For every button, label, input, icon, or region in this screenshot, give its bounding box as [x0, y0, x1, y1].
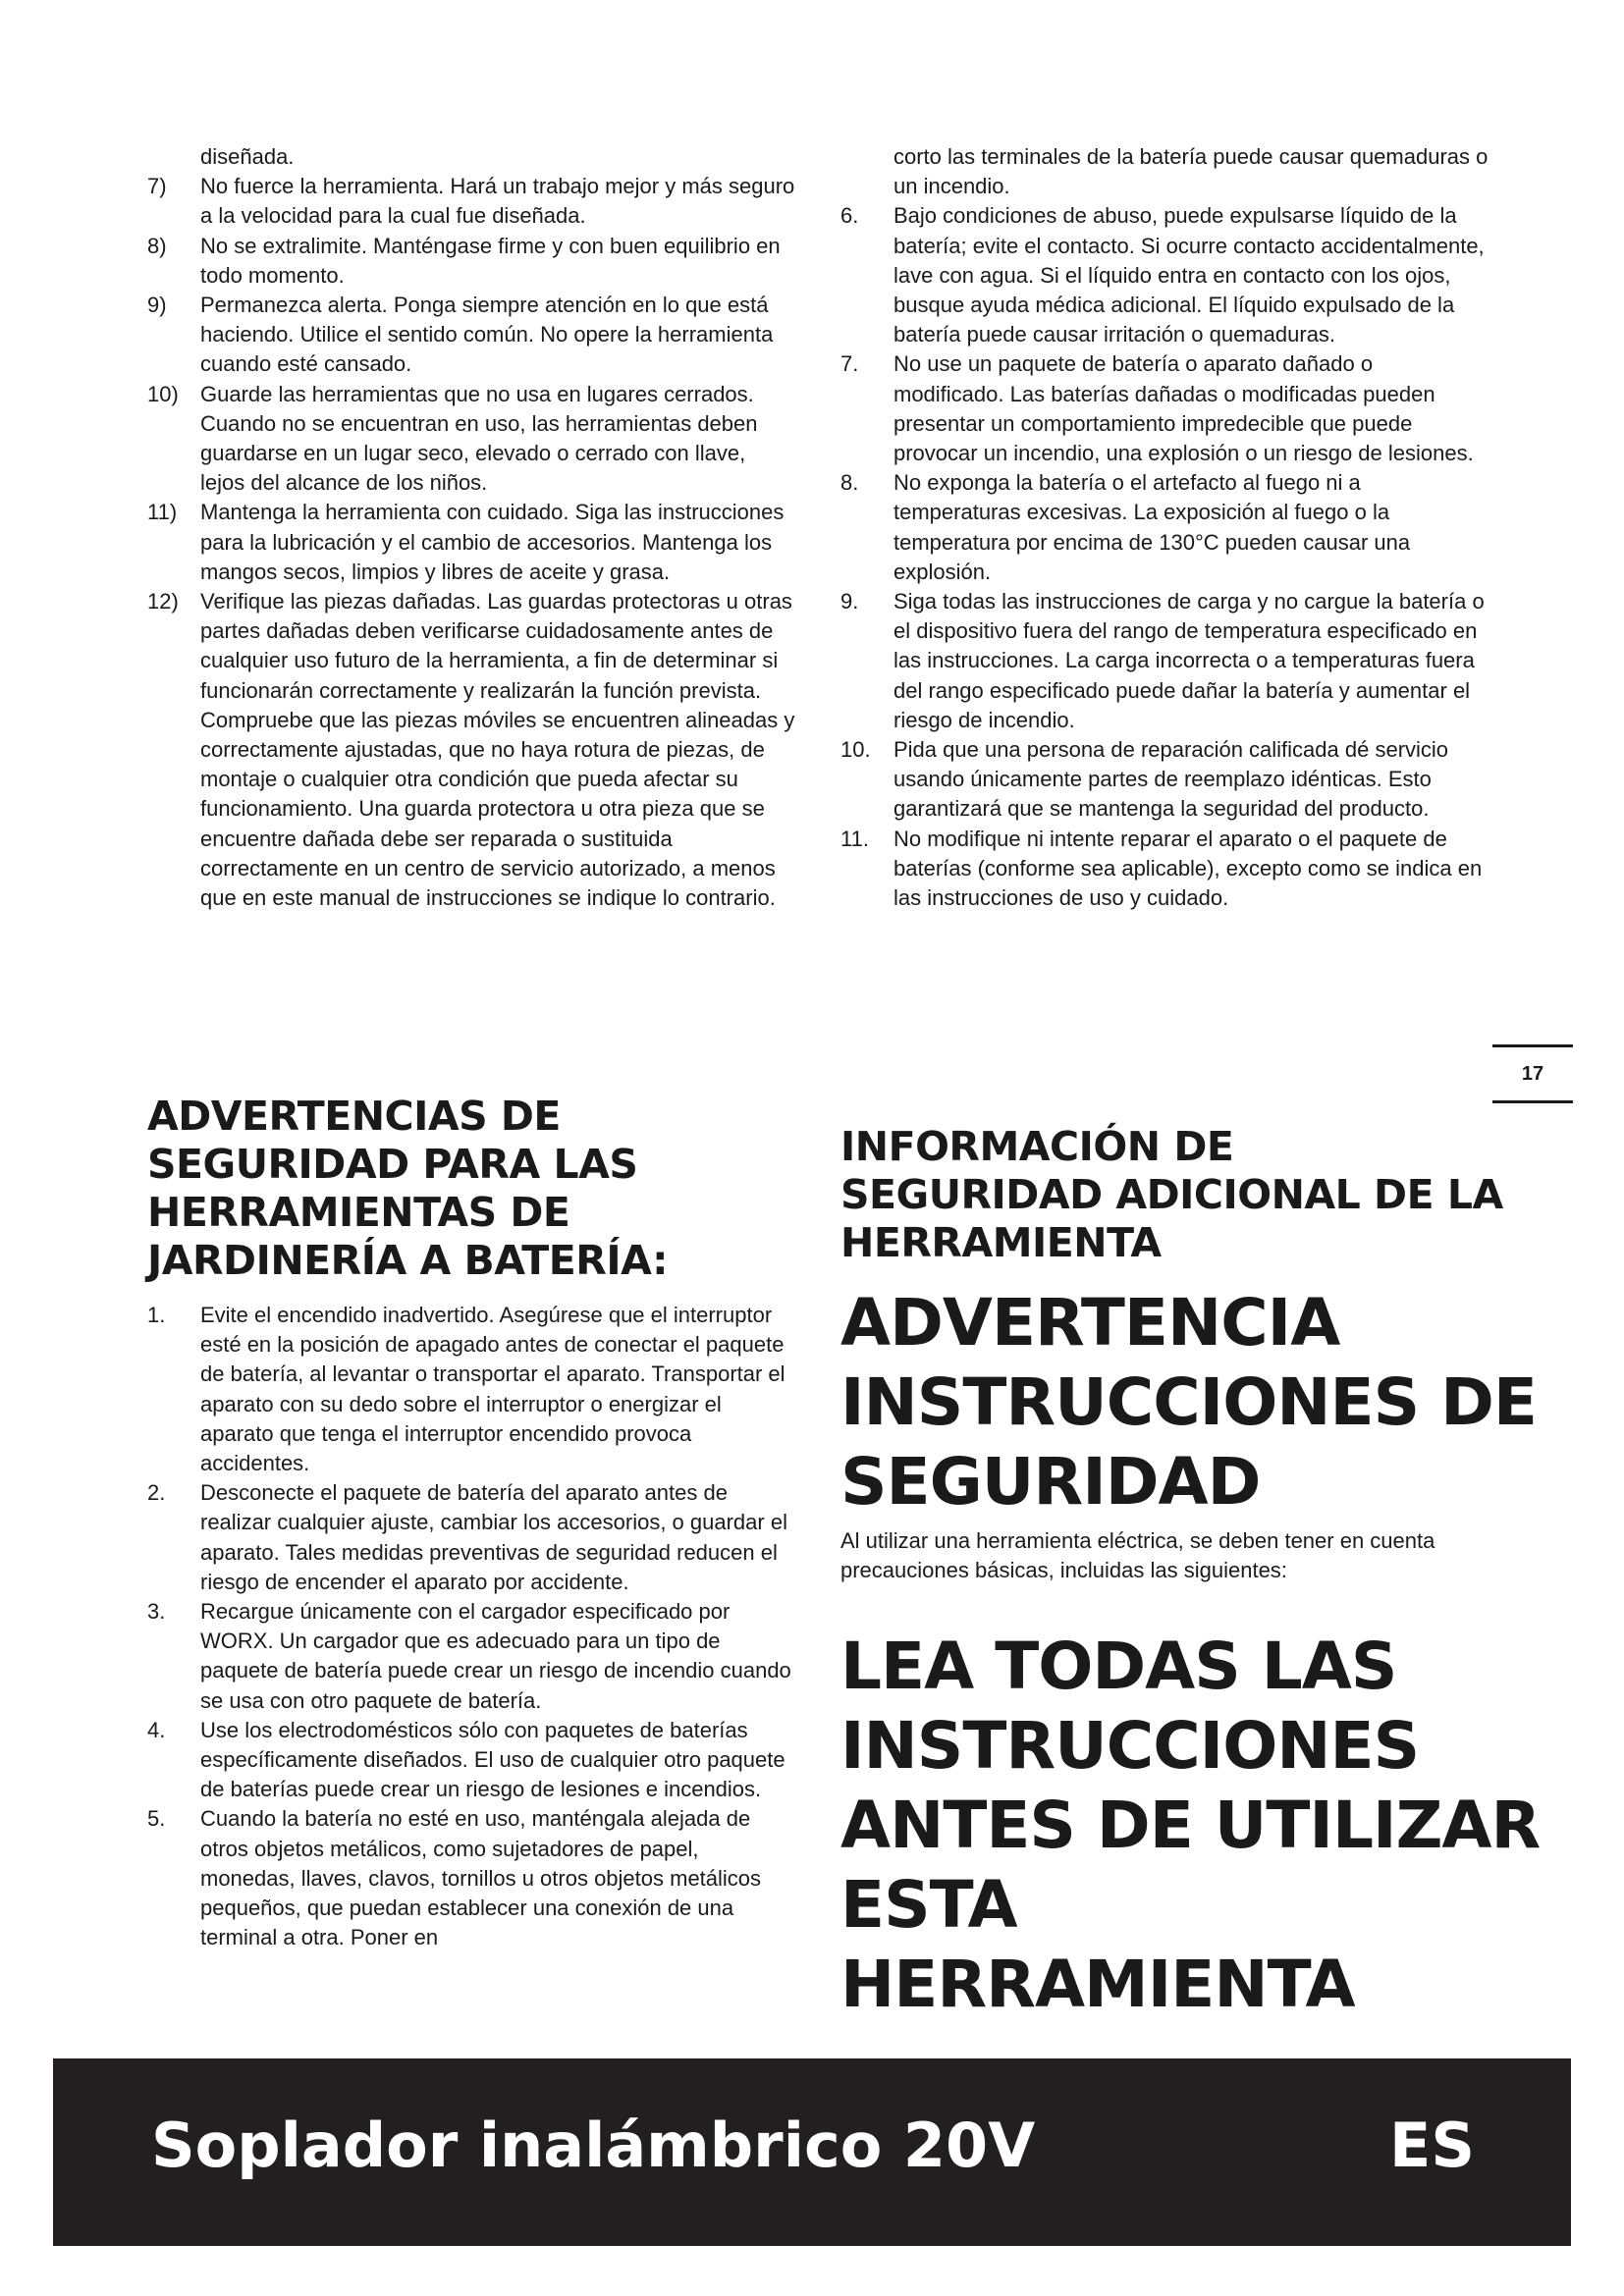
list-item: [840, 349, 1489, 468]
item-text: Guarde las herramientas que no usa en lugares cerrados. Cuando no se encuentran en uso, las herramientas deben guardarse en un lugar seco, elevado o cerrado con llave, lejos del alcance de los niños.: [200, 381, 758, 496]
item-number: 3.: [147, 1599, 166, 1625]
list-item: [147, 380, 795, 499]
warning-heading: ADVERTENCIA INSTRUCCIONES DE SEGURIDAD: [840, 1285, 1538, 1520]
list-item: [147, 1597, 795, 1716]
continuation-text: corto las terminales de la batería puede causar quemaduras o un incendio.: [893, 144, 1489, 199]
item-number: 10.: [840, 737, 871, 763]
item-number: 7): [147, 174, 167, 199]
list-item: [147, 291, 795, 380]
item-number: 4.: [147, 1717, 166, 1742]
item-text: Pida que una persona de reparación calificada dé servicio usando únicamente partes de reemplazo idénticas. Esto garantizará que se mantenga la seguridad del producto.: [893, 737, 1449, 822]
list-item: [147, 172, 795, 231]
item-number: 6.: [840, 203, 859, 229]
read-instructions-heading: LEA TODAS LAS INSTRUCCIONES ANTES DE UTILIZAR ESTA HERRAMIENTA: [840, 1629, 1541, 2022]
item-text: No modifique ni intente reparar el aparato o el paquete de baterías (conforme sea aplicable), excepto como se indica en las instrucciones de uso y cuidado.: [893, 826, 1483, 911]
list-item: [840, 468, 1489, 587]
item-text: No fuerce la herramienta. Hará un trabajo mejor y más seguro a la velocidad para la cual fue diseñada.: [200, 174, 795, 229]
list-item: [840, 587, 1489, 735]
battery-safety-heading: ADVERTENCIAS DE SEGURIDAD PARA LAS HERRAMIENTAS DE JARDINERÍA A BATERÍA:: [147, 1093, 668, 1284]
list-item: [147, 498, 795, 587]
item-text: Verifique las piezas dañadas. Las guardas protectoras u otras partes dañadas deben verificarse cuidadosamente antes de cualquier uso futuro de la herramienta, a fin de determinar si funcionarán correctamente y realizarán la función prevista. Compruebe que las piezas móviles se encuentren alineadas y correctamente ajustadas, que no haya rotura de piezas, de montaje o cualquier otra condición que pueda afectar su funcionamiento. Una guarda protectora u otra pieza que se encuentre dañada debe ser reparada o sustituida correctamente en un centro de servicio autorizado, a menos que en este manual de instrucciones se indique lo contrario.: [200, 589, 795, 911]
item-number: 11.: [840, 826, 869, 851]
item-text: Bajo condiciones de abuso, puede expulsarse líquido de la batería; evite el contacto. Si ocurre contacto accidentalmente, lave con agua. Si el líquido entra en contacto con los ojos, busque ayuda médica adicional. El líquido expulsado de la batería puede causar irritación o quemaduras.: [893, 203, 1485, 347]
item-text: Recargue únicamente con el cargador especificado por WORX. Un cargador que es adecuado para un tipo de paquete de batería puede crear un riesgo de incendio cuando se usa con otro paquete de batería.: [200, 1599, 791, 1713]
page-number: 17: [1492, 1044, 1573, 1103]
item-number: 1.: [147, 1303, 166, 1327]
item-text: Desconecte el paquete de batería del aparato antes de realizar cualquier ajuste, cambiar los accesorios, o guardar el aparato. Tales medidas preventivas de seguridad reducen el riesgo de encender el aparato por accidente.: [200, 1480, 787, 1594]
item-text: Use los electrodomésticos sólo con paquetes de baterías específicamente diseñados. El uso de cualquier otro paquete de baterías puede crear un riesgo de lesiones e incendios.: [200, 1717, 785, 1802]
list-item: [840, 201, 1489, 349]
footer-band: [53, 2058, 1571, 2246]
item-number: 2.: [147, 1480, 166, 1506]
intro-text: Al utilizar una herramienta eléctrica, se deben tener en cuenta precauciones básicas, incluidas las siguientes:: [840, 1528, 1435, 1583]
left-column-top: [147, 142, 795, 913]
list-item: [147, 1804, 795, 1952]
item-text: Permanezca alerta. Ponga siempre atención en lo que está haciendo. Utilice el sentido común. No opere la herramienta cuando esté cansado.: [200, 293, 774, 377]
item-number: 12): [147, 589, 179, 614]
item-text: No use un paquete de batería o aparato dañado o modificado. Las baterías dañadas o modificadas pueden presentar un comportamiento impredecible que puede provocar un incendio, una explosión o un riesgo de lesiones.: [893, 351, 1474, 466]
item-text: No exponga la batería o el artefacto al fuego ni a temperaturas excesivas. La exposición al fuego o la temperatura por encima de 130°C pueden causar una explosión.: [893, 470, 1411, 584]
list-item: [147, 232, 795, 291]
item-number: 8.: [840, 470, 859, 496]
list-item: [147, 587, 795, 913]
left-column-bottom: [147, 1301, 795, 1952]
product-title: Soplador inalámbrico 20V: [151, 2109, 1036, 2181]
item-number: 8): [147, 233, 167, 258]
item-text: Cuando la batería no esté en uso, manténgala alejada de otros objetos metálicos, como sujetadores de papel, monedas, llaves, clavos, tornillos u otros objetos metálicos pequeños, que puedan establecer una conexión de una terminal a otra. Poner en: [200, 1806, 762, 1950]
left-bottom-list: [147, 1301, 795, 1952]
right-top-list: [840, 201, 1489, 913]
item-text: Siga todas las instrucciones de carga y no cargue la batería o el dispositivo fuera del rango de temperatura especificado en las instrucciones. La carga incorrecta o a temperaturas fuera del rango especificado puede dañar la batería y aumentar el riesgo de incendio.: [893, 589, 1485, 732]
additional-safety-heading: INFORMACIÓN DE SEGURIDAD ADICIONAL DE LA HERRAMIENTA: [840, 1123, 1503, 1266]
list-item: [147, 1716, 795, 1805]
right-column-top: [840, 142, 1489, 913]
item-number: 9.: [840, 589, 859, 614]
list-item: [147, 1478, 795, 1597]
item-number: 10): [147, 381, 179, 406]
list-item: [840, 825, 1489, 914]
list-item: [147, 1301, 795, 1478]
continuation-text: diseñada.: [200, 144, 295, 169]
item-number: 11): [147, 500, 178, 525]
list-item: [840, 735, 1489, 825]
item-text: No se extralimite. Manténgase firme y con buen equilibrio en todo momento.: [200, 233, 781, 288]
item-number: 9): [147, 293, 167, 318]
language-code: ES: [1388, 2109, 1475, 2181]
item-text: Evite el encendido inadvertido. Asegúrese que el interruptor esté en la posición de apagado antes de conectar el paquete de batería, al levantar o transportar el aparato. Transportar el aparato con su dedo sobre el interruptor o energizar el aparato que tenga el interruptor encendido provoca accidentes.: [200, 1303, 785, 1476]
item-text: Mantenga la herramienta con cuidado. Siga las instrucciones para la lubricación y el cambio de accesorios. Mantenga los mangos secos, limpios y libres de aceite y grasa.: [200, 500, 785, 584]
item-number: 7.: [840, 351, 859, 377]
item-number: 5.: [147, 1806, 166, 1832]
left-top-list: [147, 172, 795, 913]
